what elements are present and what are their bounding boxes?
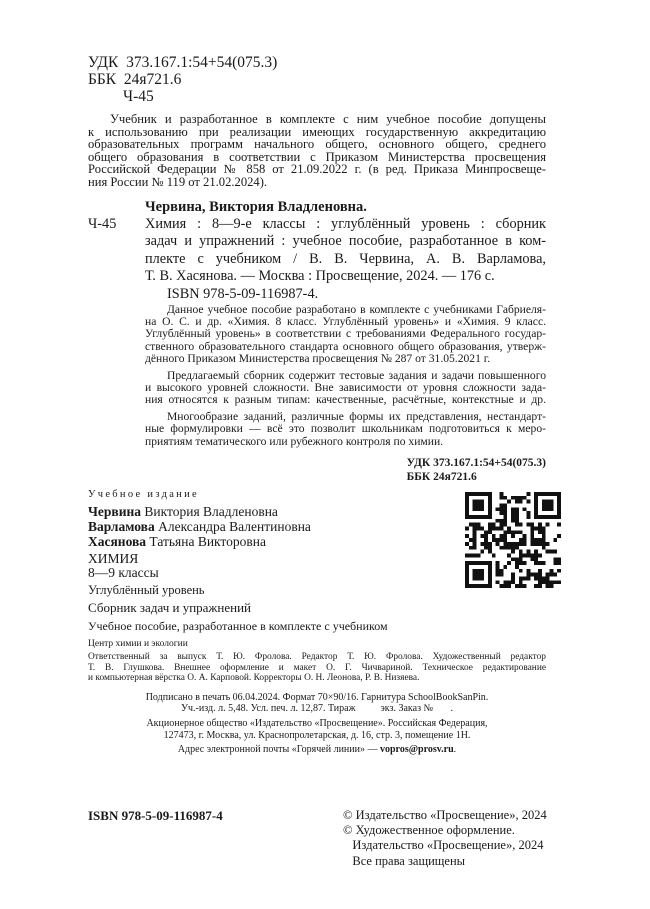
copyright [343, 808, 547, 869]
publisher-line: 127473, г. Москва, ул. Краснопролетарская, д. 16, стр. 3, помещение 1Н. [163, 729, 471, 741]
approval-line: общего образования в соответствии с Приказом Министерства просвещения [88, 149, 546, 164]
approval-line: Российской Федерации № 858 от 21.09.2022 г. (в ред. Приказа Минпросвеще- [88, 162, 546, 177]
annotation [145, 304, 546, 448]
author-mark: Ч-45 [123, 88, 154, 105]
edition-block [88, 488, 546, 615]
print-line: Подписано в печать 06.04.2024. Формат 70×90/16. Гарнитура SchoolBookSanPin. [145, 691, 489, 703]
edition-authors [88, 504, 465, 549]
author-name: Варламова Александра Валентиновна [88, 519, 311, 534]
copyright-line: © Художественное оформление. [343, 823, 515, 838]
publisher-line: Акционерное общество «Издательство «Просвещение». Российская Федерация, [146, 717, 488, 729]
approval-line: Учебник и разработанное в комплекте с ним учебное пособие допущены [110, 112, 546, 126]
edition-credits [88, 652, 546, 684]
hotline-email: Адрес электронной почты «Горячей линии» — vopros@prosv.ru. [177, 744, 457, 756]
udk-code: УДК 373.167.1:54+54(075.3) [88, 54, 278, 71]
approval-line: к использованию при реализации имеющих государственную аккредитацию [88, 124, 546, 139]
email-link: vopros@prosv.ru [380, 744, 454, 756]
bbk-code: ББК 24я721.6 [88, 71, 182, 88]
author-name: Хасянова Татьяна Викторовна [88, 534, 266, 549]
book-grades: 8—9 классы [88, 565, 159, 580]
classification-header [88, 54, 546, 105]
author-name: Червина Виктория Владленовна [88, 504, 278, 519]
annotation-line: Углублённый уровень» в соответствии с требованиями Федерального государ- [145, 327, 546, 341]
qr-code [465, 492, 561, 588]
approval-line: образовательных программ начального общего, основного общего, среднего [88, 137, 546, 152]
edition-center: Центр химии и экологии [88, 639, 188, 649]
approval-text [88, 113, 546, 189]
credits-line: Т. В. Глушкова. Внешнее оформление и макет О. Г. Чичвариной. Техническое редактирование [88, 662, 546, 673]
annotation-line: дённого Приказом Министерства просвещения № 287 от 31.05.2021 г. [145, 352, 491, 366]
biblio-isbn: ISBN 978-5-09-116987-4. [167, 285, 319, 302]
biblio-code: Ч-45 [88, 215, 117, 232]
biblio-classification [88, 456, 546, 484]
credits-line: и компьютерная вёрстка О. А. Карповой. Корректоры О. Н. Леонова, Р. В. Низяева. [88, 673, 420, 684]
biblio-bbk: ББК 24я721.6 [406, 471, 477, 483]
footer-isbn: ISBN 978-5-09-116987-4 [88, 807, 223, 823]
biblio-line: Т. В. Хасянова. — Москва : Просвещение, 2024. — 176 с. [145, 268, 495, 285]
copyright-line: Все права защищены [343, 853, 466, 868]
biblio-line: плекте с учебником / В. В. Червина, А. В. Варламова, [145, 250, 546, 267]
book-title: ХИМИЯ [88, 551, 139, 566]
book-kind: Учебное пособие, разработанное в комплекте с учебником [88, 619, 388, 633]
annotation-line: и высокого уровней сложности. Вне зависимости от уровня сложности зада- [145, 380, 546, 394]
book-subtitle: Сборник задач и упражнений [88, 600, 251, 615]
book-title-block [88, 552, 465, 615]
edition-left [88, 488, 465, 615]
biblio-line: Химия : 8—9-е классы : углублённый уровень : сборник [145, 215, 546, 232]
copyright-line: © Издательство «Просвещение», 2024 [343, 807, 547, 822]
copyright-line: Издательство «Просвещение», 2024 [343, 838, 544, 853]
biblio-row [88, 216, 546, 304]
biblio-author: Червина, Виктория Владленовна. [145, 198, 367, 215]
print-line: Уч.-изд. л. 5,48. Усл. печ. л. 12,87. Тираж экз. Заказ № . [180, 703, 454, 715]
annotation-line: Данное учебное пособие разработано в комплекте с учебниками Габриеля- [167, 302, 546, 316]
biblio-udk: УДК 373.167.1:54+54(075.3) [406, 457, 546, 469]
biblio-record [145, 216, 546, 304]
biblio-line: задач и упражнений : учебное пособие, разработанное в ком- [145, 233, 546, 250]
annotation-line: приятиям тематического или рубежного контроля по химии. [145, 434, 444, 448]
credits-line: Ответственный за выпуск Т. Ю. Фролова. Редактор Т. Ю. Фролова. Художественный редактор [88, 652, 546, 662]
annotation-line: ственного образовательного стандарта основного общего образования, утверж- [145, 339, 546, 353]
approval-line: ния России № 119 от 21.02.2024). [88, 174, 268, 189]
annotation-line: Предлагаемый сборник содержит тестовые задания и задачи повышенного [167, 368, 546, 382]
edition-type: Учебное издание [88, 489, 199, 500]
annotation-line: ные формулировки — всё это позволит школьникам подготовиться к меро- [145, 422, 546, 436]
annotation-line: ния относятся к разным типам: качественные, расчётные, контекстные и др. [145, 393, 546, 407]
footer [88, 808, 546, 869]
book-level: Углублённый уровень [88, 583, 205, 597]
print-info [88, 692, 546, 756]
annotation-line: Многообразие заданий, различные формы их представления, нестандарт- [167, 409, 546, 423]
annotation-line: на О. С. и др. «Химия. 8 класс. Углублённый уровень» и «Химия. 9 класс. [145, 314, 546, 328]
